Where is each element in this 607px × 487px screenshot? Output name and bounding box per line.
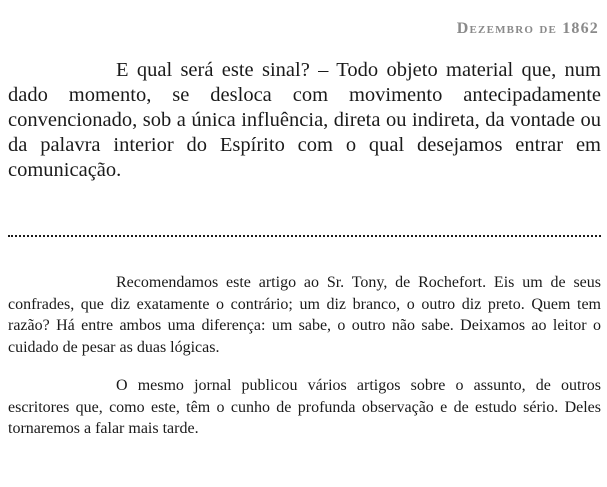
running-head: Dezembro de 1862 (456, 20, 599, 37)
dotted-separator (8, 235, 601, 237)
main-paragraph: E qual será este sinal? – Todo objeto material que, num dado momento, se desloca com movimento antecipadamente convencionado, sob a única influência, direta ou indireta, da vontade ou da palavra interior do Espírito com o qual desejamos entrar em comunicação. (8, 59, 601, 181)
note-paragraph-1: Recomendamos este artigo ao Sr. Tony, de Rochefort. Eis um de seus confrades, que diz exatamente o contrário; um diz branco, o outro diz preto. Quem tem razão? Há entre ambos uma diferença: um sabe, o outro não sabe. Deixamos ao leitor o cuidado de pesar as duas lógicas. (8, 274, 601, 356)
note-paragraph-2: O mesmo jornal publicou vários artigos sobre o assunto, de outros escritores que, como este, têm o cunho de profunda observação e de estudo sério. Deles tornaremos a falar mais tarde. (8, 377, 601, 437)
